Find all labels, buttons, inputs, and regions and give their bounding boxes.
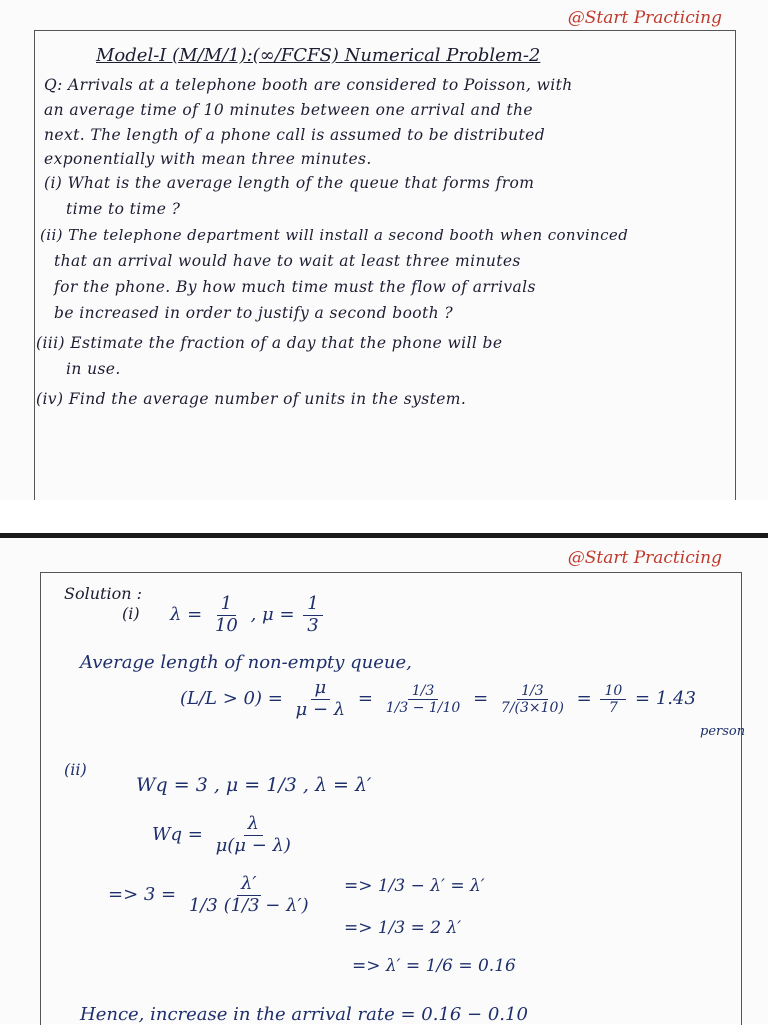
question-line: next. The length of a phone call is assumed to be distributed <box>44 126 546 144</box>
lambda-eq: λ = <box>170 604 203 626</box>
wq-fraction: $\frac{\lambda}{\mu(\mu - \lambda)}$ <box>215 813 291 856</box>
question-line: time to time ? <box>66 200 181 218</box>
question-page <box>0 0 768 500</box>
question-line: exponentially with mean three minutes. <box>44 150 372 168</box>
avg-length-calculation <box>180 678 696 720</box>
question-part-ii: (ii) The telephone department will install a second booth when convinced <box>40 226 629 244</box>
lambda-mu-values <box>170 594 326 636</box>
watermark: @Start Practicing <box>567 8 722 28</box>
wq-given-line: Wq = 3 , μ = 1/3 , λ = λ′ <box>136 774 372 796</box>
step-result-1: => 1/3 − λ′ = λ′ <box>344 876 485 896</box>
solution-page <box>0 538 768 1024</box>
fraction-step-3: $\frac{1/3}{7/(3\times 10)}$ <box>500 682 564 716</box>
question-line: in use. <box>66 360 121 378</box>
question-part-i: (i) What is the average length of the queue that forms from <box>44 174 535 192</box>
step-fraction: $\frac{\lambda'}{1/3 (1/3 - \lambda')}$ <box>188 873 309 916</box>
question-line: be increased in order to justify a second booth ? <box>54 304 454 322</box>
mu-eq: , μ = <box>250 604 295 626</box>
question-line: Q: Arrivals at a telephone booth are considered to Poisson, with <box>44 76 573 94</box>
question-line: for the phone. By how much time must the flow of arrivals <box>54 278 536 296</box>
question-line: that an arrival would have to wait at least three minutes <box>54 252 521 270</box>
question-part-iv: (iv) Find the average number of units in the system. <box>36 390 467 408</box>
equals-sign: = <box>576 688 592 710</box>
lambda-fraction: $\frac{1}{10}$ <box>214 593 238 636</box>
result-value: = 1.43 <box>635 688 696 710</box>
step-result-2: => 1/3 = 2 λ′ <box>344 918 462 938</box>
page-title: Model-I (M/M/1):(∞/FCFS) Numerical Problem-2 <box>96 45 541 66</box>
fraction-step-2: $\frac{1/3}{1/3 - 1/10}$ <box>385 682 461 716</box>
result-unit: person <box>700 724 746 739</box>
hence-line: Hence, increase in the arrival rate = 0.16 − 0.10 <box>80 1004 528 1025</box>
question-part-iii: (iii) Estimate the fraction of a day that the phone will be <box>36 334 503 352</box>
wq-substitution <box>108 874 316 916</box>
watermark: @Start Practicing <box>567 548 722 568</box>
step-result-3: => λ′ = 1/6 = 0.16 <box>352 956 516 976</box>
solution-label: Solution : <box>64 584 142 603</box>
fraction-step-1: $\frac{\mu}{\mu - \lambda}$ <box>295 677 346 720</box>
equals-sign: = <box>473 688 489 710</box>
part-i-label: (i) <box>122 604 140 623</box>
wq-formula <box>152 814 298 856</box>
part-ii-label: (ii) <box>64 760 87 779</box>
step-lhs: => 3 = <box>108 884 177 906</box>
wq-lhs: Wq = <box>152 824 203 846</box>
fraction-step-4: $\frac{10}{7}$ <box>600 683 626 716</box>
equals-sign: = <box>357 688 373 710</box>
ll-lhs: (L/L > 0) = <box>180 688 283 710</box>
avg-length-heading: Average length of non-empty queue, <box>80 652 412 673</box>
mu-fraction: $\frac{1}{3}$ <box>303 594 322 636</box>
question-line: an average time of 10 minutes between one arrival and the <box>44 101 533 119</box>
